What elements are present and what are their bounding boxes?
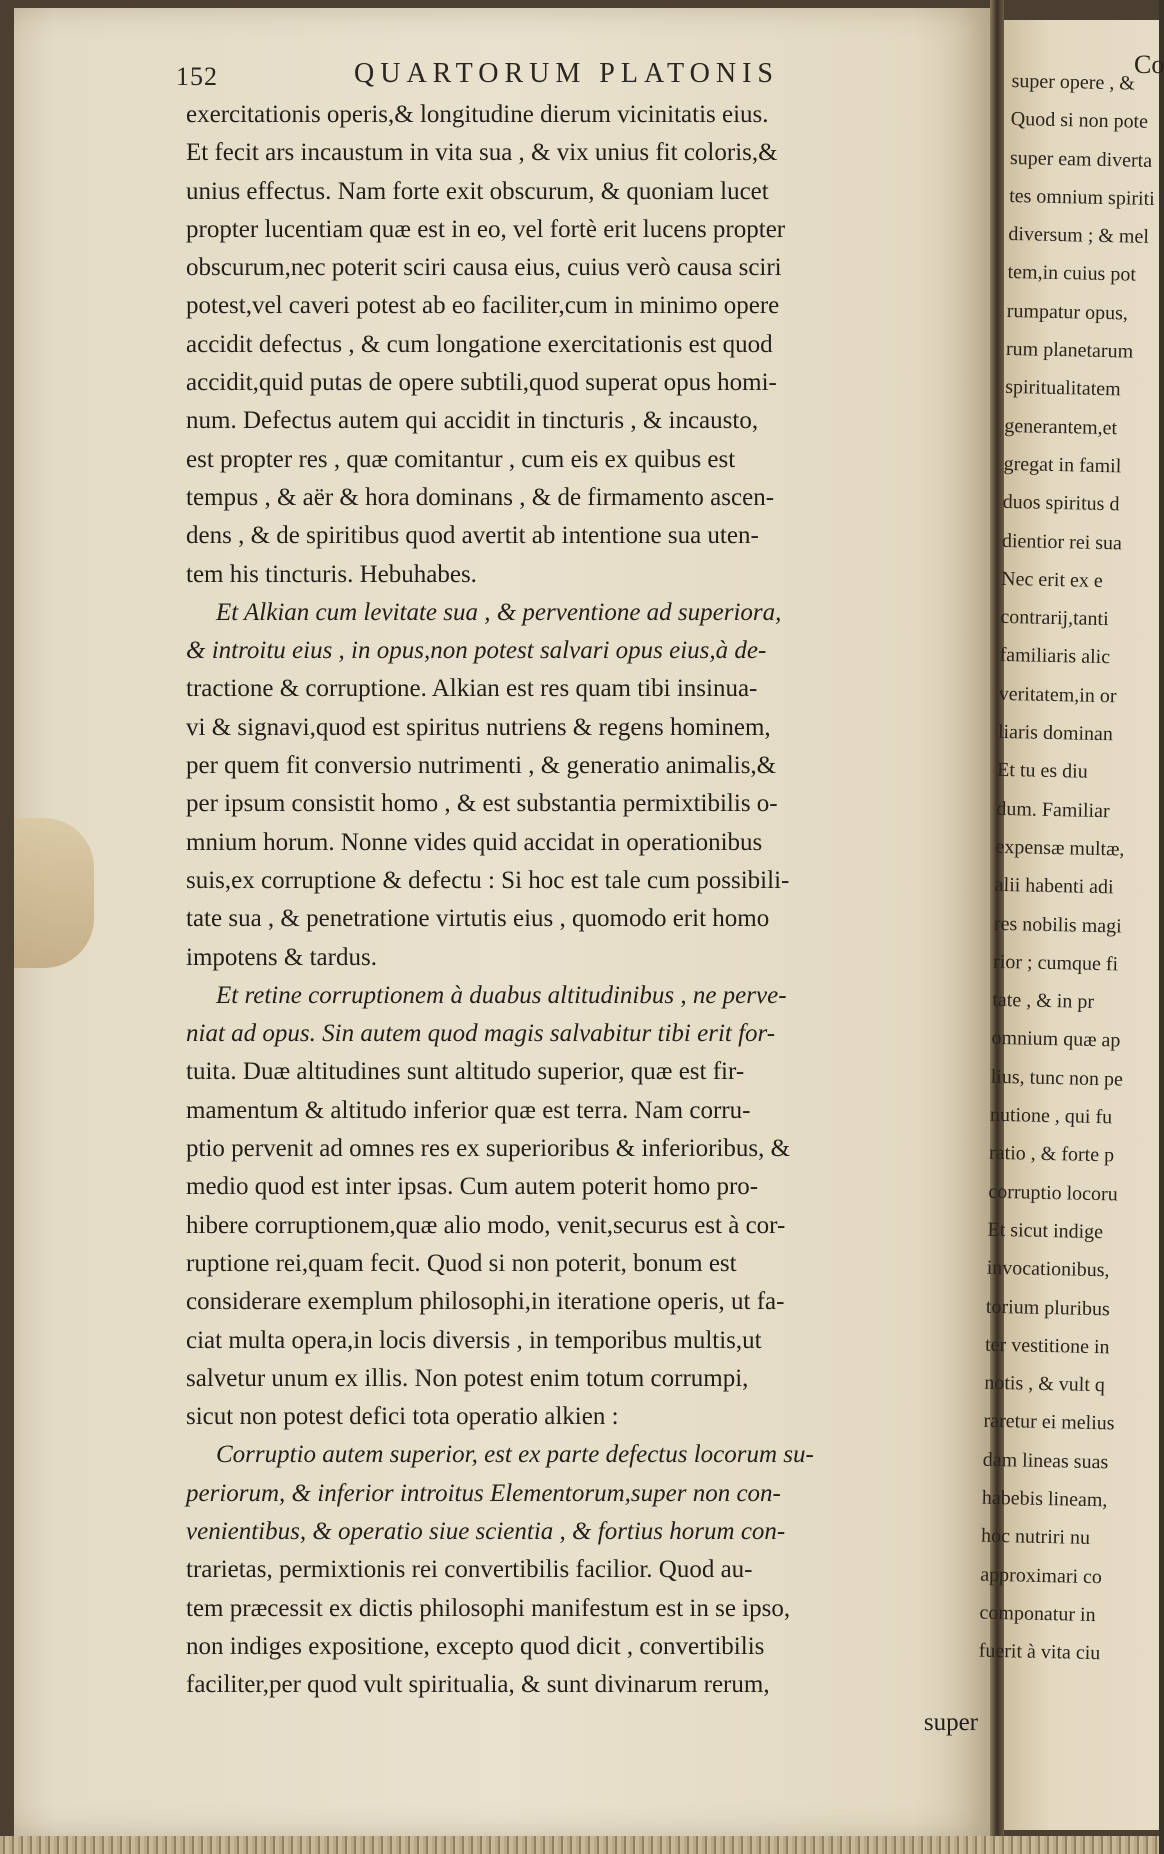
text-line: ruptione rei,quam fecit. Quod si non poterit, bonum est bbox=[186, 1249, 737, 1277]
text-line: unius effectus. Nam forte exit obscurum, & quoniam lucet bbox=[186, 177, 769, 205]
text-line: exercitationis operis,& longitudine dierum vicinitatis eius. bbox=[186, 101, 769, 128]
right-text-line: duos spiritus d bbox=[1002, 491, 1120, 516]
text-line: venientibus, & operatio siue scientia , & fortius horum con- bbox=[186, 1517, 786, 1545]
right-text-line: dientior rei sua bbox=[1001, 529, 1123, 554]
text-line: considerare exemplum philosophi,in iteratione operis, ut fa- bbox=[186, 1288, 785, 1316]
right-text-line: Et tu es diu bbox=[996, 759, 1088, 784]
left-page-text bbox=[186, 96, 986, 1743]
text-line: accidit defectus , & cum longatione exercitationis est quod bbox=[186, 330, 773, 358]
right-text-line: nutione , qui fu bbox=[989, 1103, 1113, 1129]
page-header bbox=[176, 58, 976, 98]
text-line: ciat multa opera,in locis diversis , in temporibus multis,ut bbox=[186, 1326, 762, 1354]
text-line: dens , & de spiritibus quod avertit ab intentione sua uten- bbox=[186, 522, 759, 550]
right-text-line: omnium quæ ap bbox=[991, 1027, 1121, 1052]
right-running-head: Co bbox=[1134, 50, 1164, 79]
right-text-line: invocationibus, bbox=[986, 1256, 1110, 1282]
text-line: num. Defectus autem qui accidit in tincturis , & incausto, bbox=[186, 407, 759, 435]
text-line: vi & signavi,quod est spiritus nutriens & regens hominem, bbox=[186, 713, 771, 741]
right-page bbox=[978, 20, 1164, 1830]
text-line: mnium horum. Nonne vides quid accidat in operationibus bbox=[186, 828, 763, 856]
right-text-line: gregat in famil bbox=[1003, 452, 1122, 478]
text-line: & introitu eius , in opus,non potest salvari opus eius,à de- bbox=[186, 637, 767, 665]
right-text-line: spiritualitatem bbox=[1004, 376, 1121, 401]
right-text-line: Nec erit ex e bbox=[1000, 567, 1103, 592]
text-line: propter lucentiam quæ est in eo, vel fortè erit lucens propter bbox=[186, 215, 786, 243]
right-text-line: fuerit à vita ciu bbox=[978, 1639, 1101, 1665]
text-line: niat ad opus. Sin autem quod magis salvabitur tibi erit for- bbox=[186, 1020, 776, 1048]
text-line: sicut non potest defici tota operatio alkien : bbox=[186, 1403, 619, 1431]
right-text-line: diversum ; & mel bbox=[1008, 223, 1150, 249]
right-text-line: raretur ei melius bbox=[983, 1410, 1115, 1435]
page-number: 152 bbox=[176, 62, 218, 91]
right-text-line: Quod si non pote bbox=[1010, 108, 1149, 134]
text-line: est propter res , quæ comitantur , cum eis ex quibus est bbox=[186, 445, 736, 473]
right-page-text bbox=[978, 62, 1162, 1673]
right-text-line: approximari co bbox=[980, 1563, 1103, 1588]
right-text-line: super eam diverta bbox=[1009, 146, 1153, 172]
right-text-line: alii habenti adi bbox=[994, 874, 1114, 899]
text-line: tuita. Duæ altitudines sunt altitudo superior, quæ est fir- bbox=[186, 1058, 745, 1086]
running-head: QUARTORUM PLATONIS bbox=[354, 58, 779, 89]
page-edges bbox=[0, 1836, 1159, 1854]
text-line: obscurum,nec poterit sciri causa eius, cuius verò causa sciri bbox=[186, 254, 782, 282]
text-line: accidit,quid putas de opere subtili,quod superat opus homi- bbox=[186, 369, 777, 397]
text-line: Et Alkian cum levitate sua , & perventione ad superiora, bbox=[216, 598, 782, 626]
text-line: tempus , & aër & hora dominans , & de firmamento ascen- bbox=[186, 483, 775, 511]
text-line: per quem fit conversio nutrimenti , & generatio animalis,& bbox=[186, 752, 777, 780]
text-line: tate sua , & penetratione virtutis eius , quomodo erit homo bbox=[186, 905, 770, 933]
right-text-line: notis , & vult q bbox=[984, 1371, 1106, 1397]
right-text-line: tem,in cuius pot bbox=[1007, 261, 1137, 287]
right-text-line: expensæ multæ, bbox=[995, 835, 1125, 861]
right-text-line: contrarij,tanti bbox=[1000, 606, 1109, 631]
right-text-line: rumpatur opus, bbox=[1006, 299, 1129, 325]
text-line: tem his tincturis. Hebuhabes. bbox=[186, 560, 477, 588]
text-line: Et retine corruptionem à duabus altitudinibus , ne perve- bbox=[216, 981, 787, 1009]
right-text-line: torium pluribus bbox=[985, 1295, 1111, 1320]
right-text-line: generantem,et bbox=[1004, 414, 1118, 439]
right-text-line: tate , & in pr bbox=[992, 988, 1095, 1014]
right-text-line: veritatem,in or bbox=[998, 682, 1117, 708]
text-line: suis,ex corruptione & defectu : Si hoc est tale cum possibili- bbox=[186, 866, 790, 894]
text-line: tem præcessit ex dictis philosophi manifestum est in se ipso, bbox=[186, 1594, 791, 1622]
text-line: medio quod est inter ipsas. Cum autem poterit homo pro- bbox=[186, 1173, 759, 1201]
right-text-line: habebis lineam, bbox=[981, 1486, 1108, 1512]
right-text-line: rum planetarum bbox=[1005, 338, 1134, 363]
text-line: Et fecit ars incaustum in vita sua , & vix unius fit coloris,& bbox=[186, 139, 778, 167]
text-line: mamentum & altitudo inferior quæ est terra. Nam corru- bbox=[186, 1096, 751, 1124]
text-line: tractione & corruptione. Alkian est res quam tibi insinua- bbox=[186, 675, 758, 703]
text-line: periorum, & inferior introitus Elementorum,super non con- bbox=[186, 1479, 781, 1507]
right-text-line: corruptio locoru bbox=[988, 1180, 1118, 1206]
text-line: salvetur unum ex illis. Non potest enim totum corrumpi, bbox=[186, 1364, 749, 1392]
paper-tab bbox=[14, 818, 94, 968]
text-line: non indiges expositione, excepto quod dicit , convertibilis bbox=[186, 1632, 765, 1660]
right-text-line: res nobilis magi bbox=[993, 912, 1122, 938]
right-text-line: dum. Familiar bbox=[996, 797, 1110, 822]
right-text-line: familiaris alic bbox=[999, 644, 1111, 669]
catchword: super bbox=[923, 1709, 978, 1737]
right-text-line: liaris dominan bbox=[997, 720, 1114, 746]
right-text-line: tes omnium spiriti bbox=[1008, 184, 1155, 210]
text-line: potest,vel caveri potest ab eo faciliter,cum in minimo opere bbox=[186, 292, 780, 320]
right-text-line: rior ; cumque fi bbox=[992, 950, 1119, 976]
right-text-line: dam lineas suas bbox=[982, 1448, 1109, 1474]
right-text-line: componatur in bbox=[979, 1601, 1096, 1626]
right-text-line: Et sicut indige bbox=[987, 1218, 1104, 1244]
right-text-line: super opere , & bbox=[1011, 69, 1136, 95]
text-line: trarietas, permixtionis rei convertibilis facilior. Quod au- bbox=[186, 1556, 753, 1584]
text-line: impotens & tardus. bbox=[186, 943, 377, 971]
right-text-line: ter vestitione in bbox=[984, 1333, 1110, 1359]
right-text-line: lius, tunc non pe bbox=[990, 1065, 1124, 1091]
text-line: Corruptio autem superior, est ex parte defectus locorum su- bbox=[216, 1441, 814, 1469]
right-text-line: ratio , & forte p bbox=[988, 1142, 1115, 1167]
text-line: ptio pervenit ad omnes res ex superioribus & inferioribus, & bbox=[186, 1135, 791, 1163]
text-line: faciliter,per quod vult spiritualia, & sunt divinarum rerum, bbox=[186, 1671, 770, 1699]
right-text-line: hoc nutriri nu bbox=[980, 1524, 1091, 1550]
text-line: per ipsum consistit homo , & est substantia permixtibilis o- bbox=[186, 790, 778, 818]
text-line: hibere corruptionem,quæ alio modo, venit,securus est à cor- bbox=[186, 1211, 786, 1239]
